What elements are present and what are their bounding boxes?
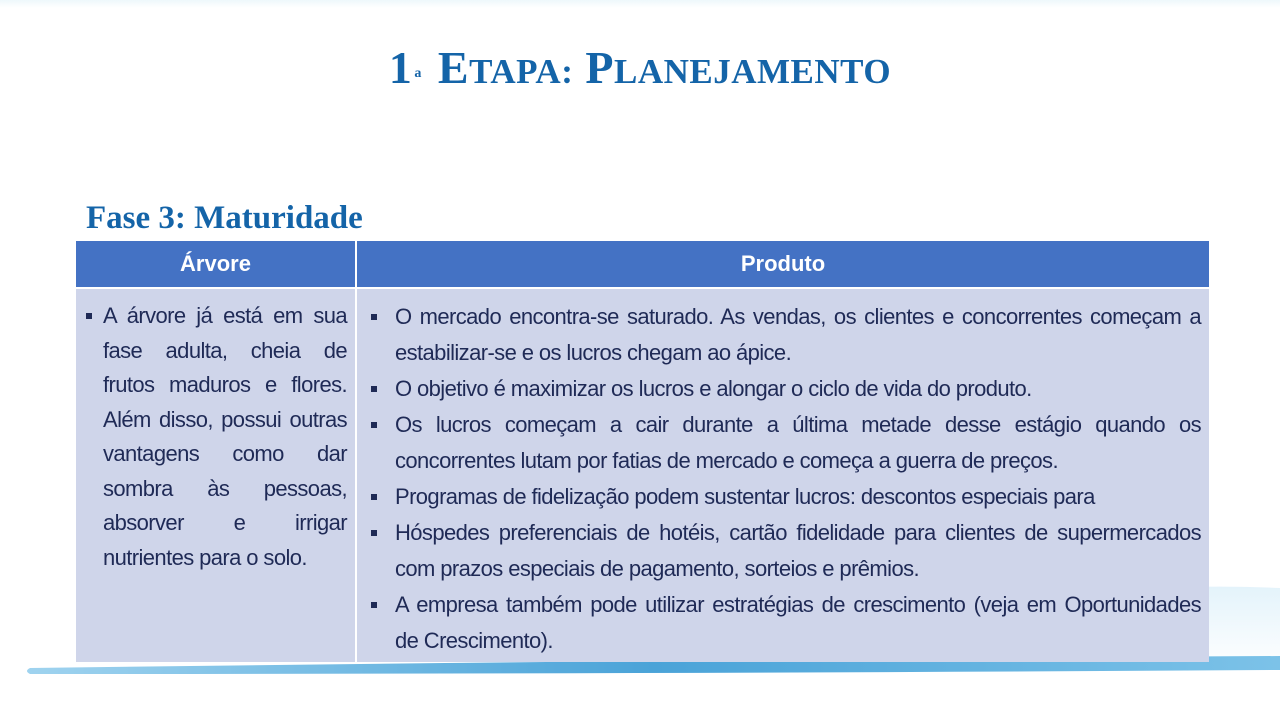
comparison-table [76,241,1209,662]
product-item-text: Hóspedes preferenciais de hotéis, cartão fidelidade para clientes de supermercados com prazos especiais de pagamento, sorteios e prêmios. [395,520,1201,581]
tree-column-header: Árvore [76,241,355,287]
list-item [367,479,1201,515]
list-item [84,299,347,575]
product-list [367,299,1201,659]
product-item-text: Os lucros começam a cair durante a última metade desse estágio quando os concorrentes lutam por fatias de mercado e começa a guerra de preços. [395,412,1201,473]
title-word1-rest: TAPA: [469,52,574,91]
top-decoration [0,0,1280,8]
square-bullet-icon [371,386,377,392]
product-column-header: Produto [357,241,1209,287]
square-bullet-icon [371,494,377,500]
title-word2-initial: P [585,42,614,93]
tree-item-text: A árvore já está em sua fase adulta, cheia de frutos maduros e flores. Além disso, possui outras vantagens como dar sombra às pessoas, absorver e irrigar nutrientes para o solo. [103,303,347,570]
product-item-text: O objetivo é maximizar os lucros e alongar o ciclo de vida do produto. [395,376,1032,401]
product-cell [357,289,1209,662]
square-bullet-icon [86,313,92,319]
square-bullet-icon [371,530,377,536]
list-item [367,299,1201,371]
list-item [367,407,1201,479]
list-item [367,371,1201,407]
square-bullet-icon [371,314,377,320]
product-item-text: Programas de fidelização podem sustentar lucros: descontos especiais para [395,484,1095,509]
title-superscript: a [414,66,422,81]
square-bullet-icon [371,422,377,428]
product-item-text: A empresa também pode utilizar estratégias de crescimento (veja em Oportunidades de Crescimento). [395,592,1201,653]
title-word2-rest: LANEJAMENTO [613,52,892,91]
title-word1-initial: E [437,42,470,93]
tree-cell [76,289,355,662]
product-item-text: O mercado encontra-se saturado. As vendas, os clientes e concorrentes começam a estabilizar-se e os lucros chegam ao ápice. [395,304,1201,365]
phase-title: Fase 3: Maturidade [86,200,363,236]
list-item [367,587,1201,659]
square-bullet-icon [371,602,377,608]
list-item [367,515,1201,587]
slide-title [0,40,1280,100]
tree-list [84,299,347,575]
title-number: 1 [388,42,413,93]
